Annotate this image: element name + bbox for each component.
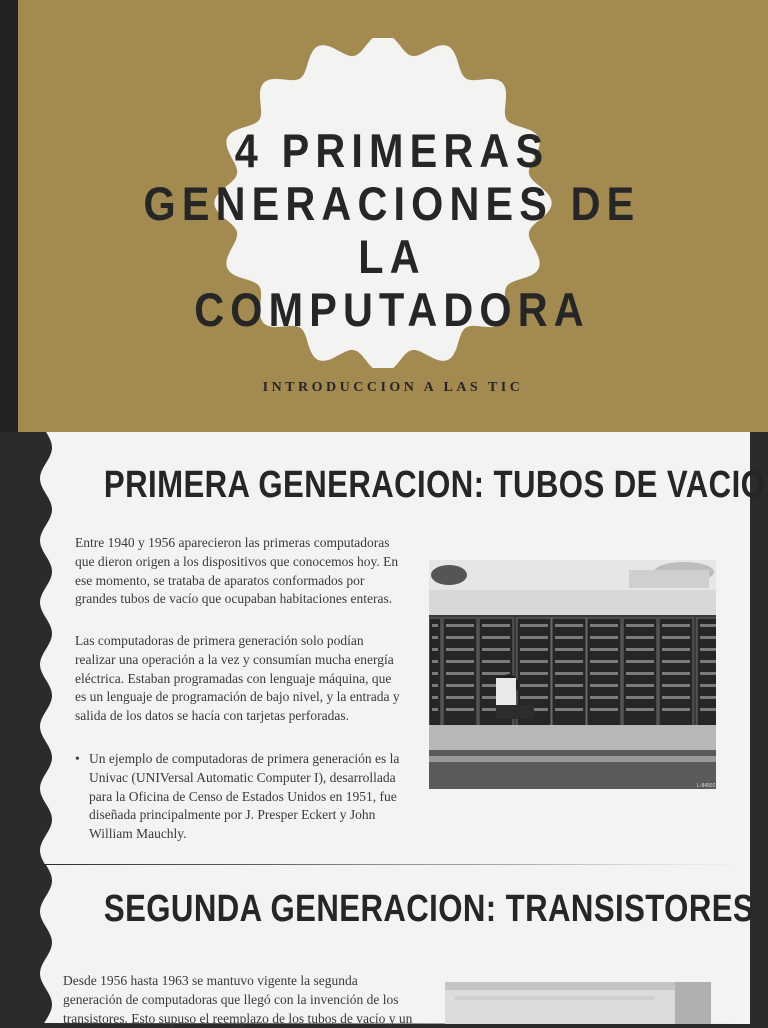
panel-detail bbox=[555, 648, 583, 651]
panel-detail bbox=[520, 648, 548, 651]
presentation-title: 4 PRIMERAS GENERACIONES DE LA COMPUTADORA bbox=[143, 124, 641, 336]
panel-detail bbox=[432, 684, 438, 687]
panel-detail bbox=[446, 684, 474, 687]
paragraph: Desde 1956 hasta 1963 se mantuvo vigente la segunda generación de computadoras que llegó con la invención de los transistores. Esto supuso el reemplazo de los tubos de vacío y un bbox=[63, 973, 413, 1026]
panel-detail bbox=[662, 672, 690, 675]
panel-detail bbox=[432, 636, 438, 639]
paragraph: Entre 1940 y 1956 aparecieron las primeras computadoras que dieron origen a los dispositivos que conocemos hoy. En ese momento, se trataba de aparatos conformados por grandes tubos de vacío que ocupaban habitaciones enteras. bbox=[75, 535, 399, 607]
panel-detail bbox=[555, 636, 583, 639]
section-heading: PRIMERA GENERACION: TUBOS DE VACIO bbox=[103, 464, 766, 506]
panel-detail bbox=[446, 636, 474, 639]
panel-detail bbox=[555, 624, 583, 627]
panel-detail bbox=[482, 660, 510, 663]
section-heading: SEGUNDA GENERACION: TRANSISTORES bbox=[103, 888, 755, 930]
title-slide bbox=[0, 0, 768, 432]
panel-detail bbox=[520, 660, 548, 663]
left-dark-bar bbox=[0, 0, 18, 432]
panel-detail bbox=[590, 672, 618, 675]
bullet-text: Un ejemplo de computadoras de primera generación es la Univac (UNIVersal Automatic Computer I), desarrollada para la Oficina de Censo de Estados Unidos en 1951, fue diseñada principalmente por J. Presper Eckert y John William Mauchly. bbox=[89, 751, 400, 842]
panel-detail bbox=[662, 636, 690, 639]
panel-detail bbox=[520, 684, 548, 687]
paragraph: Las computadoras de primera generación solo podían realizar una operación a la vez y consumían mucha energía eléctrica. Estaban programadas con lenguaje máquina, que es un lenguaje de programación de bajo nivel, y la entrada y salida de los datos se hacía con tarjetas perforadas. bbox=[75, 633, 400, 724]
panel-detail bbox=[590, 660, 618, 663]
panel-detail bbox=[590, 708, 618, 711]
panel-detail bbox=[482, 636, 510, 639]
panel-detail bbox=[555, 660, 583, 663]
panel-detail bbox=[700, 660, 716, 663]
panel-detail bbox=[432, 660, 438, 663]
transistor-computer-photo bbox=[445, 982, 711, 1024]
panel-detail bbox=[626, 624, 654, 627]
panel-detail bbox=[626, 672, 654, 675]
panel-detail bbox=[626, 684, 654, 687]
photo-caption: L-84502 bbox=[697, 783, 716, 789]
univac-photo bbox=[429, 560, 716, 789]
presentation-subtitle: INTRODUCCION A LAS TIC bbox=[262, 380, 524, 395]
panel-detail bbox=[520, 636, 548, 639]
panel-detail bbox=[700, 708, 716, 711]
panel-detail bbox=[590, 624, 618, 627]
panel-detail bbox=[520, 624, 548, 627]
panel-detail bbox=[700, 636, 716, 639]
panel-detail bbox=[432, 624, 438, 627]
bullet-marker: • bbox=[75, 751, 80, 766]
panel-detail bbox=[662, 696, 690, 699]
panel-detail bbox=[662, 648, 690, 651]
panel-detail bbox=[590, 696, 618, 699]
panel-detail bbox=[520, 672, 548, 675]
panel-detail bbox=[590, 636, 618, 639]
panel-detail bbox=[700, 672, 716, 675]
panel-detail bbox=[626, 648, 654, 651]
panel-detail bbox=[520, 696, 548, 699]
panel-detail bbox=[432, 696, 438, 699]
panel-detail bbox=[446, 696, 474, 699]
panel-detail bbox=[446, 648, 474, 651]
panel-detail bbox=[700, 684, 716, 687]
panel-detail bbox=[555, 708, 583, 711]
panel-detail bbox=[662, 708, 690, 711]
panel-detail bbox=[662, 660, 690, 663]
panel-detail bbox=[432, 672, 438, 675]
panel-detail bbox=[555, 696, 583, 699]
panel-detail bbox=[555, 684, 583, 687]
panel-detail bbox=[662, 684, 690, 687]
panel-detail bbox=[482, 624, 510, 627]
panel-detail bbox=[482, 648, 510, 651]
panel-detail bbox=[590, 684, 618, 687]
panel-detail bbox=[662, 624, 690, 627]
panel-detail bbox=[432, 648, 438, 651]
panel-detail bbox=[700, 648, 716, 651]
panel-detail bbox=[590, 648, 618, 651]
panel-detail bbox=[626, 660, 654, 663]
panel-detail bbox=[432, 708, 438, 711]
panel-detail bbox=[626, 708, 654, 711]
panel-detail bbox=[626, 696, 654, 699]
panel-detail bbox=[446, 708, 474, 711]
panel-detail bbox=[555, 672, 583, 675]
panel-detail bbox=[446, 624, 474, 627]
panel-detail bbox=[626, 636, 654, 639]
panel-detail bbox=[446, 672, 474, 675]
panel-detail bbox=[700, 696, 716, 699]
panel-detail bbox=[482, 672, 510, 675]
panel-detail bbox=[446, 660, 474, 663]
panel-detail bbox=[700, 624, 716, 627]
